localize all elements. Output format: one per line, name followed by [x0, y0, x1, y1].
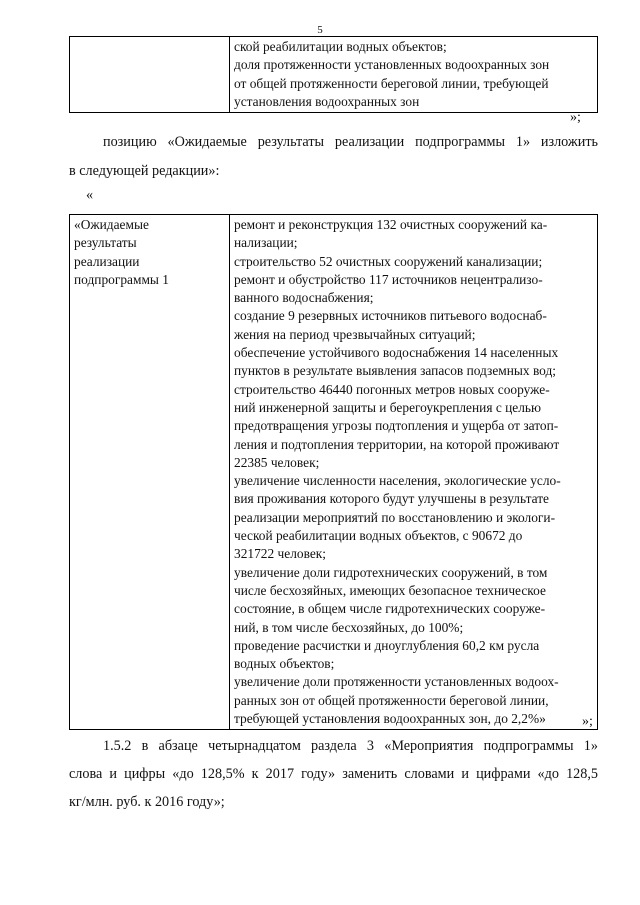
- label-line: подпрограммы 1: [74, 271, 169, 287]
- value-line: строительство 52 очистных сооружений канализации;: [234, 253, 543, 269]
- top-table-left-cell: [70, 37, 230, 113]
- value-line: увеличение численности населения, экологические усло-: [234, 473, 561, 489]
- paragraph-152-line-1: 1.5.2 в абзаце четырнадцатом раздела 3 «Мероприятия подпрограммы 1»: [103, 738, 598, 754]
- value-line: 22385 человек;: [234, 454, 320, 470]
- paragraph-152-line-3: кг/млн. руб. к 2016 году»;: [69, 794, 225, 810]
- intro-line-1: позицию «Ожидаемые результаты реализации подпрограммы 1» изложить: [103, 134, 598, 150]
- value-line: ремонт и реконструкция 132 очистных сооружений ка-: [234, 217, 548, 232]
- value-line: проведение расчистки и дноуглубления 60,2 км русла: [234, 637, 540, 653]
- value-line: реализации мероприятий по восстановлению и экологи-: [234, 509, 556, 525]
- top-table-closing-quote: »;: [570, 110, 581, 125]
- label-line: результаты: [74, 235, 137, 251]
- open-quote: «: [86, 187, 94, 203]
- value-line: ний инженерной защиты и берегоукрепления с целью: [234, 399, 542, 415]
- main-table: [69, 214, 598, 730]
- intro-line-2: в следующей редакции»:: [69, 163, 220, 179]
- main-table-closing-quote: »;: [582, 714, 593, 729]
- value-line: водных объектов;: [234, 656, 335, 672]
- value-line: предотвращения угрозы подтопления и ущерба от затоп-: [234, 418, 559, 434]
- value-line: нализации;: [234, 235, 298, 251]
- top-table-right-cell: [230, 37, 598, 113]
- value-line: ремонт и обустройство 117 источников нецентрализо-: [234, 271, 543, 287]
- table-row: [70, 215, 598, 730]
- value-line: требующей установления водоохранных зон, до 2,2%»: [234, 711, 546, 727]
- label-line: реализации: [74, 253, 140, 269]
- main-table-value-cell: [230, 215, 598, 730]
- table-text-line: установления водоохранных зон: [234, 93, 420, 109]
- value-line: пунктов в результате выявления запасов подземных вод;: [234, 363, 557, 379]
- value-line: вия проживания которого будут улучшены в результате: [234, 491, 549, 507]
- main-table-label-cell: [70, 215, 230, 730]
- page-number: 5: [317, 24, 323, 36]
- table-text-line: доля протяженности установленных водоохранных зон: [234, 57, 550, 73]
- value-line: ранных зон от общей протяженности береговой линии,: [234, 692, 549, 708]
- value-line: увеличение доли протяженности установленных водоох-: [234, 674, 559, 690]
- label-line: «Ожидаемые: [74, 217, 149, 232]
- table-text-line: ской реабилитации водных объектов;: [234, 39, 447, 54]
- value-line: ний, в том числе бесхозяйных, до 100%;: [234, 619, 464, 635]
- value-line: строительство 46440 погонных метров новых сооруже-: [234, 381, 550, 397]
- paragraph-152-line-2: слова и цифры «до 128,5% к 2017 году» заменить словами и цифрами «до 128,5: [69, 766, 598, 782]
- value-line: создание 9 резервных источников питьевого водоснаб-: [234, 308, 547, 324]
- value-line: обеспечение устойчивого водоснабжения 14 населенных: [234, 345, 559, 361]
- value-line: ческой реабилитации водных объектов, с 90672 до: [234, 528, 523, 544]
- top-table: [69, 36, 598, 113]
- value-line: 321722 человек;: [234, 546, 326, 562]
- value-line: жения на период чрезвычайных ситуаций;: [234, 326, 476, 342]
- table-row: [70, 37, 598, 113]
- value-line: ванного водоснабжения;: [234, 290, 374, 306]
- value-line: увеличение доли гидротехнических сооружений, в том: [234, 564, 548, 580]
- value-line: числе бесхозяйных, имеющих безопасное техническое: [234, 582, 546, 598]
- value-line: ления и подтопления территории, на которой проживают: [234, 436, 560, 452]
- value-line: состояние, в общем числе гидротехнических сооруже-: [234, 601, 546, 617]
- table-text-line: от общей протяженности береговой линии, требующей: [234, 75, 549, 91]
